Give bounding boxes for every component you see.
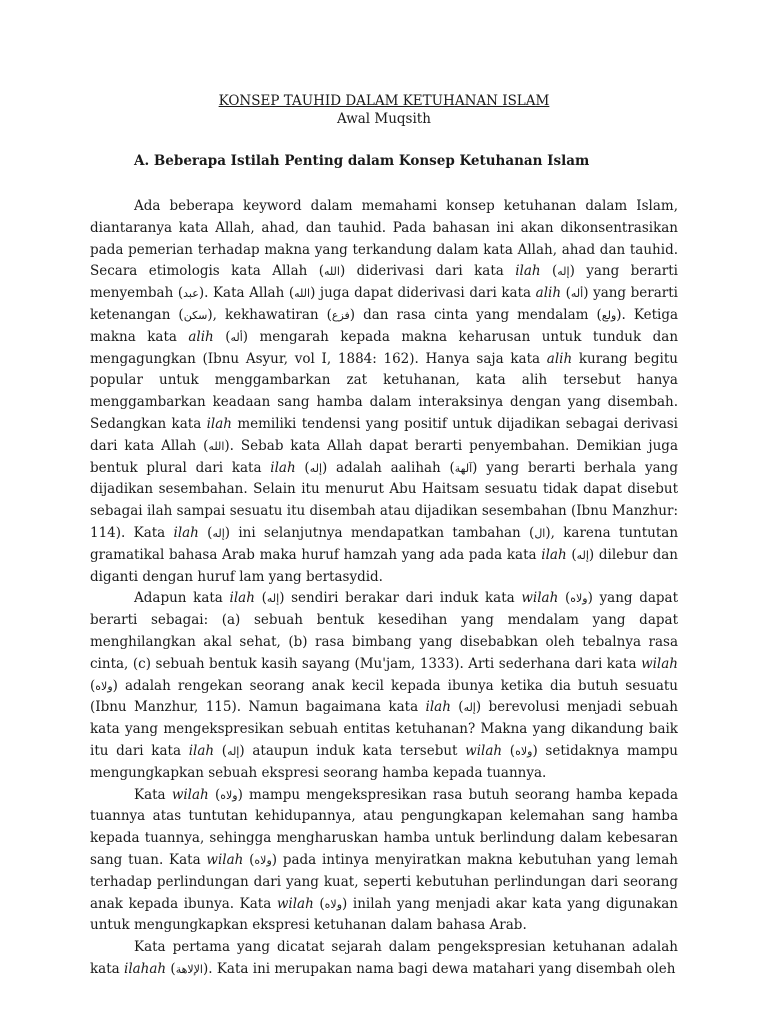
document-title: KONSEP TAUHID DALAM KETUHANAN ISLAM [218,93,550,109]
paragraph-1: Ada beberapa keyword dalam memahami konsep ketuhanan dalam Islam, diantaranya kata Allah, ahad, dan tauhid. Pada bahasan ini akan dikonsentrasikan pada pemerian terhadap makna yang terkandung dalam kata Allah, ahad dan tauhid. Secara etimologis kata Allah (الله) diderivasi dari kata ilah (إله) yang berarti menyembah (عبد). Kata Allah (الله) juga dapat diderivasi dari kata alih (أله) yang berarti ketenangan (سكن), kekhawatiran (فزع) dan rasa cinta yang mendalam (ولع). Ketiga makna kata alih (أله) mengarah kepada makna keharusan untuk tunduk dan mengagungkan (Ibnu Asyur, vol I, 1884: 162). Hanya saja kata alih kurang begitu popular untuk menggambarkan zat ketuhanan, kata alih tersebut hanya menggambarkan keadaan sang hamba dalam interaksinya dengan yang disembah. Sedangkan kata ilah memiliki tendensi yang positif untuk dijadikan sebagai derivasi dari kata Allah (الله). Sebab kata Allah dapat berarti penyembahan. Demikian juga bentuk plural dari kata ilah (إله) adalah aalihah (آلهة) yang berarti berhala yang dijadikan sesembahan. Selain itu menurut Abu Haitsam sesuatu tidak dapat disebut sebagai ilah sampai sesuatu itu disembah atau dijadikan sesembahan (Ibnu Manzhur: 114). Kata ilah (إله) ini selanjutnya mendapatkan tambahan (ال), karena tuntutan gramatikal bahasa Arab maka huruf hamzah yang ada pada kata ilah (إله) dilebur dan diganti dengan huruf lam yang bertasydid. [90,198,679,585]
section-heading: A. Beberapa Istilah Penting dalam Konsep Ketuhanan Islam [134,153,590,169]
paragraph-3: Kata wilah (ولاه) mampu mengekspresikan rasa butuh seorang hamba kepada tuannya atas tuntutan kehidupannya, atau pengungkapan kelemahan sang hamba kepada tuannya, sehingga mengharuskan hamba untuk berlindung dalam kebesaran sang tuan. Kata wilah (ولاه) pada intinya menyiratkan makna kebutuhan yang lemah terhadap perlindungan dari yang kuat, seperti kebutuhan perlindungan dari seorang anak kepada ibunya. Kata wilah (ولاه) inilah yang menjadi akar kata yang digunakan untuk mengungkapkan ekspresi ketuhanan dalam bahasa Arab. [90,786,679,934]
document-author: Awal Muqsith [337,111,431,127]
paragraph-2: Adapun kata ilah (إله) sendiri berakar dari induk kata wilah (ولاه) yang dapat berarti sebagai: (a) sebuah bentuk kesedihan yang mendalam yang dapat menghilangkan akal sehat, (b) rasa bimbang yang disebabkan oleh tebalnya rasa cinta, (c) sebuah bentuk kasih sayang (Mu'jam, 1333). Arti sederhana dari kata wilah (ولاه) adalah rengekan seorang anak kecil kepada ibunya ketika dia butuh sesuatu (Ibnu Manzhur, 115). Namun bagaimana kata ilah (إله) berevolusi menjadi sebuah kata yang mengekspresikan sebuah entitas ketuhanan? Makna yang dikandung baik itu dari kata ilah (إله) ataupun induk kata tersebut wilah (ولاه) setidaknya mampu mengungkapkan sebuah ekspresi seorang hamba kepada tuannya. [90,590,679,781]
paragraph-4: Kata pertama yang dicatat sejarah dalam pengekspresian ketuhanan adalah kata ilahah (الإلاهة). Kata ini merupakan nama bagi dewa matahari yang disembah oleh [90,939,678,977]
